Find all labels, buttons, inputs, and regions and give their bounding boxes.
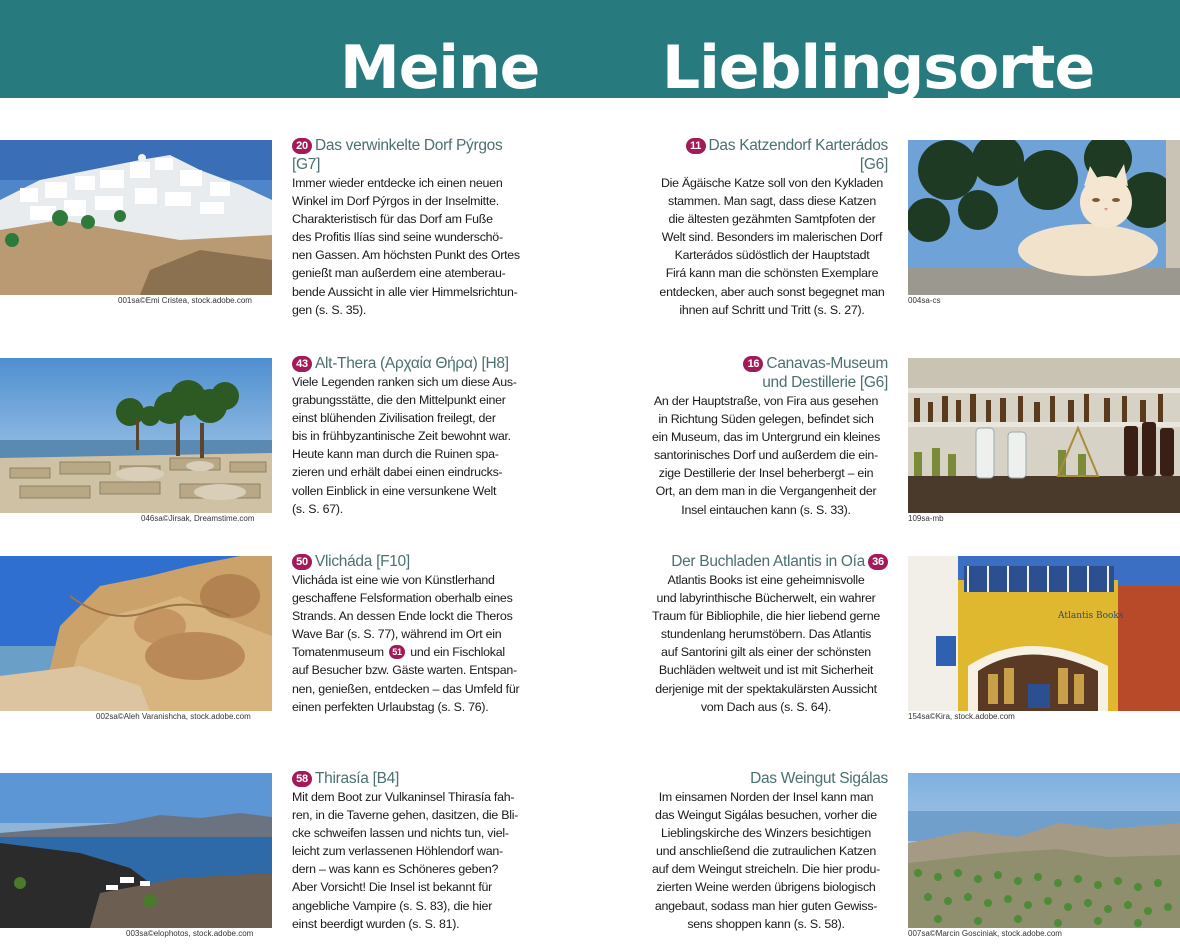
text-line: und anschließend die zutraulichen Katzen (655, 844, 877, 859)
text-fragment: und ein Fischlokal (410, 645, 505, 660)
entry-title-text: Das Katzendorf Karterádos [G6] (708, 137, 888, 173)
text-line: nen Gassen. Am höchsten Punkt des Ortes (292, 248, 520, 263)
text-line: Vlicháda ist eine wie von Künstlerhand (292, 573, 495, 587)
entry-body (292, 571, 524, 716)
text-line: Insel eintauchen kann (s. S. 33). (681, 502, 851, 517)
photo-vineyard-landscape (908, 773, 1180, 928)
text-line: auf dem Weingut streicheln. Die hier produ- (651, 862, 880, 877)
text-line: einst blühenden Zivilisation freilegt, der (292, 411, 496, 426)
entry-title (656, 354, 888, 373)
entry-sigalas (651, 769, 888, 933)
entry-atlantis (652, 552, 888, 716)
text-line: dern – was kann es Schöneres geben? (292, 862, 499, 877)
text-line: leicht zum verlassenen Höhlendorf wan- (292, 844, 503, 859)
text-line: (s. S. 67). (292, 501, 343, 516)
inline-number-badge: 51 (389, 645, 405, 659)
text-line: ihnen auf Schritt und Tritt (s. S. 27). (679, 302, 865, 317)
number-badge: 50 (292, 554, 312, 570)
entry-title-text: Alt-Thera (Αρχαία Θήρα) [H8] (315, 355, 509, 372)
text-line: des Profitis Ilías sind seine wunderschö- (292, 230, 503, 245)
text-line: einst beerdigt wurden (s. S. 81). (292, 916, 460, 931)
text-line: angebaut, sodass man hier guten Gewiss- (654, 898, 878, 913)
text-fragment: Tomatenmuseum (292, 645, 384, 660)
entry-alt-thera (292, 354, 524, 518)
photo-ancient-thera (0, 358, 272, 513)
entry-title (656, 552, 888, 571)
text-line: Charakteristisch für das Dorf am Fuße (292, 212, 493, 227)
text-line: die ältesten gezähmten Samtpfoten der (668, 212, 876, 227)
entry-title-text: Das verwinkelte Dorf Pýrgos [G7] (292, 137, 503, 173)
text-line: ein Museum, das im Untergrund ein kleines (651, 430, 881, 445)
page-title-word-2: Lieblingsorte (662, 33, 1095, 103)
text-line: vom Dach aus (s. S. 64). (700, 699, 832, 714)
text-line: das Weingut Sigálas besuchen, vorher die (655, 808, 877, 823)
text-line: Strands. An dessen Ende lockt die Theros (292, 609, 513, 624)
text-line: Aber Vorsicht! Die Insel ist bekannt für (292, 880, 493, 895)
entry-canavas (651, 354, 888, 519)
text-line: Viele Legenden ranken sich um diese Aus- (292, 375, 517, 389)
photo-atlantis-bookshop (908, 556, 1180, 711)
number-badge: 16 (743, 356, 763, 372)
text-line: Welt sind. Besonders im malerischen Dorf (661, 230, 883, 245)
number-badge: 20 (292, 138, 312, 154)
text-line: Lieblingskirche des Winzers besichtigen (661, 826, 871, 841)
text-line: derjenige mit der spektakulärsten Aussicht (655, 681, 877, 696)
entry-title (292, 136, 524, 174)
text-line: gen (s. S. 35). (292, 302, 367, 317)
text-line: genießt man außerdem eine atemberau- (292, 266, 506, 281)
text-line: auf Santorini gilt als einer der schönsten (661, 645, 871, 660)
text-line: grabungsstätte, die den Mittelpunkt einer (292, 393, 506, 408)
text-line: zieren und erhält dabei einen eindrucks- (292, 465, 503, 480)
text-line: in Richtung Süden gelegen, befindet sich (658, 412, 874, 427)
entry-body (292, 373, 524, 518)
number-badge: 11 (686, 138, 706, 154)
text-line: geschaffene Felsformation oberhalb eines (292, 591, 513, 606)
text-line: nen, genießen, entdecken – das Umfeld für (292, 681, 520, 696)
entry-title: Das Weingut Sigálas (750, 770, 888, 787)
photo-thirasia-coast (0, 773, 272, 928)
text-line: angebliche Vampire (s. S. 83), die hier (292, 898, 493, 913)
text-line: und labyrinthische Bücherwelt, ein wahrer (656, 591, 876, 606)
entry-title (656, 136, 888, 174)
entry-title-text: Thirasía [B4] (315, 770, 399, 787)
entry-body (644, 392, 888, 519)
text-line: Immer wieder entdecke ich einen neuen (292, 176, 503, 190)
entry-body (656, 174, 888, 319)
text-line: vollen Einblick in eine versunkene Welt (292, 483, 497, 498)
entry-title (292, 769, 524, 788)
text-line: Buchläden weltweit und ist mit Sicherheit (658, 663, 874, 678)
text-line: zige Destillerie der Insel beherbergt – ein (658, 466, 874, 481)
header-banner (0, 0, 1180, 103)
text-line: santorinisches Dorf und außerdem die ein- (654, 448, 878, 463)
photo-credit: 001sa©Emi Cristea, stock.adobe.com (118, 296, 252, 305)
text-line: zierten Weine werden übrigens biologisch (656, 880, 876, 895)
text-line: Mit dem Boot zur Vulkaninsel Thirasía fah- (292, 790, 515, 804)
photo-credit: 154sa©Kira, stock.adobe.com (908, 712, 1015, 721)
text-line (292, 643, 524, 661)
text-line: An der Hauptstraße, von Fira aus gesehen (653, 394, 879, 408)
entry-body (292, 174, 524, 319)
photo-credit: 004sa-cs (908, 296, 941, 305)
entry-title-line-2: und Destillerie [G6] (762, 374, 888, 391)
photo-credit: 046sa©Jirsak, Dreamstime.com (141, 514, 255, 523)
entry-title (292, 552, 524, 571)
text-line: Heute kann man durch die Ruinen spa- (292, 447, 499, 462)
shop-sign-text: Atlantis Books (1058, 611, 1124, 621)
photo-credit: 007sa©Marcin Gosciniak, stock.adobe.com (908, 929, 1062, 938)
text-line: cke schweifen lassen und nichts tun, viel- (292, 826, 509, 841)
text-line: Wave Bar (s. S. 77), während im Ort ein (292, 627, 502, 642)
text-line: bende Aussicht in alle vier Himmelsrichtun- (292, 284, 518, 299)
text-line: bis in frühbyzantinische Zeit bewohnt war. (292, 429, 511, 444)
text-line: einen perfekten Urlaubstag (s. S. 76). (292, 699, 489, 714)
text-line: Traum für Bibliophile, die hier liebend gerne (652, 609, 880, 624)
number-badge: 36 (868, 554, 888, 570)
entry-title (292, 354, 524, 373)
photo-credit: 109sa-mb (908, 514, 944, 523)
photo-distillery-shelves (908, 358, 1180, 513)
entry-body (292, 788, 524, 933)
photo-cat-on-wall (908, 140, 1180, 295)
text-line: entdecken, aber auch sonst begegnet man (659, 284, 885, 299)
text-line: stammen. Man sagt, dass diese Katzen (668, 194, 876, 209)
photo-credit: 002sa©Aleh Varanishcha, stock.adobe.com (96, 712, 251, 721)
page-title-word-1: Meine (340, 33, 540, 103)
entry-pyrgos (292, 136, 524, 319)
number-badge: 43 (292, 356, 312, 372)
text-line: Karterádos südöstlich der Hauptstadt (674, 248, 870, 263)
entry-body (644, 788, 888, 933)
entry-body (644, 571, 888, 716)
entry-karterados (656, 136, 888, 319)
text-line: Atlantis Books ist eine geheimnisvolle (667, 573, 865, 587)
entry-title-text: Der Buchladen Atlantis in Oía (671, 553, 865, 570)
entry-title-text: Vlicháda [F10] (315, 553, 410, 570)
text-line: ren, in die Taverne gehen, dasitzen, die Bli- (292, 808, 519, 823)
text-line: Im einsamen Norden der Insel kann man (658, 790, 874, 804)
text-line: Firá kann man die schönsten Exemplare (665, 266, 879, 281)
photo-vlichada-cliffs (0, 556, 272, 711)
text-line: sens shoppen kann (s. S. 58). (687, 916, 845, 931)
text-line: Winkel im Dorf Pýrgos in der Inselmitte. (292, 194, 499, 209)
entry-title-text: Canavas-Museum (766, 355, 888, 372)
photo-pyrgos-village (0, 140, 272, 295)
entry-vlichada (292, 552, 524, 716)
number-badge: 58 (292, 771, 312, 787)
text-line: auf Besucher bzw. Gäste warten. Entspan- (292, 663, 517, 678)
photo-credit: 003sa©elophotos, stock.adobe.com (126, 929, 254, 938)
entry-thirasia (292, 769, 524, 933)
text-line: Ort, an dem man in die Vergangenheit der (655, 484, 877, 499)
text-line: Die Ägäische Katze soll von den Kykladen (660, 176, 884, 190)
text-line: stundenlang herumstöbern. Das Atlantis (660, 627, 872, 642)
